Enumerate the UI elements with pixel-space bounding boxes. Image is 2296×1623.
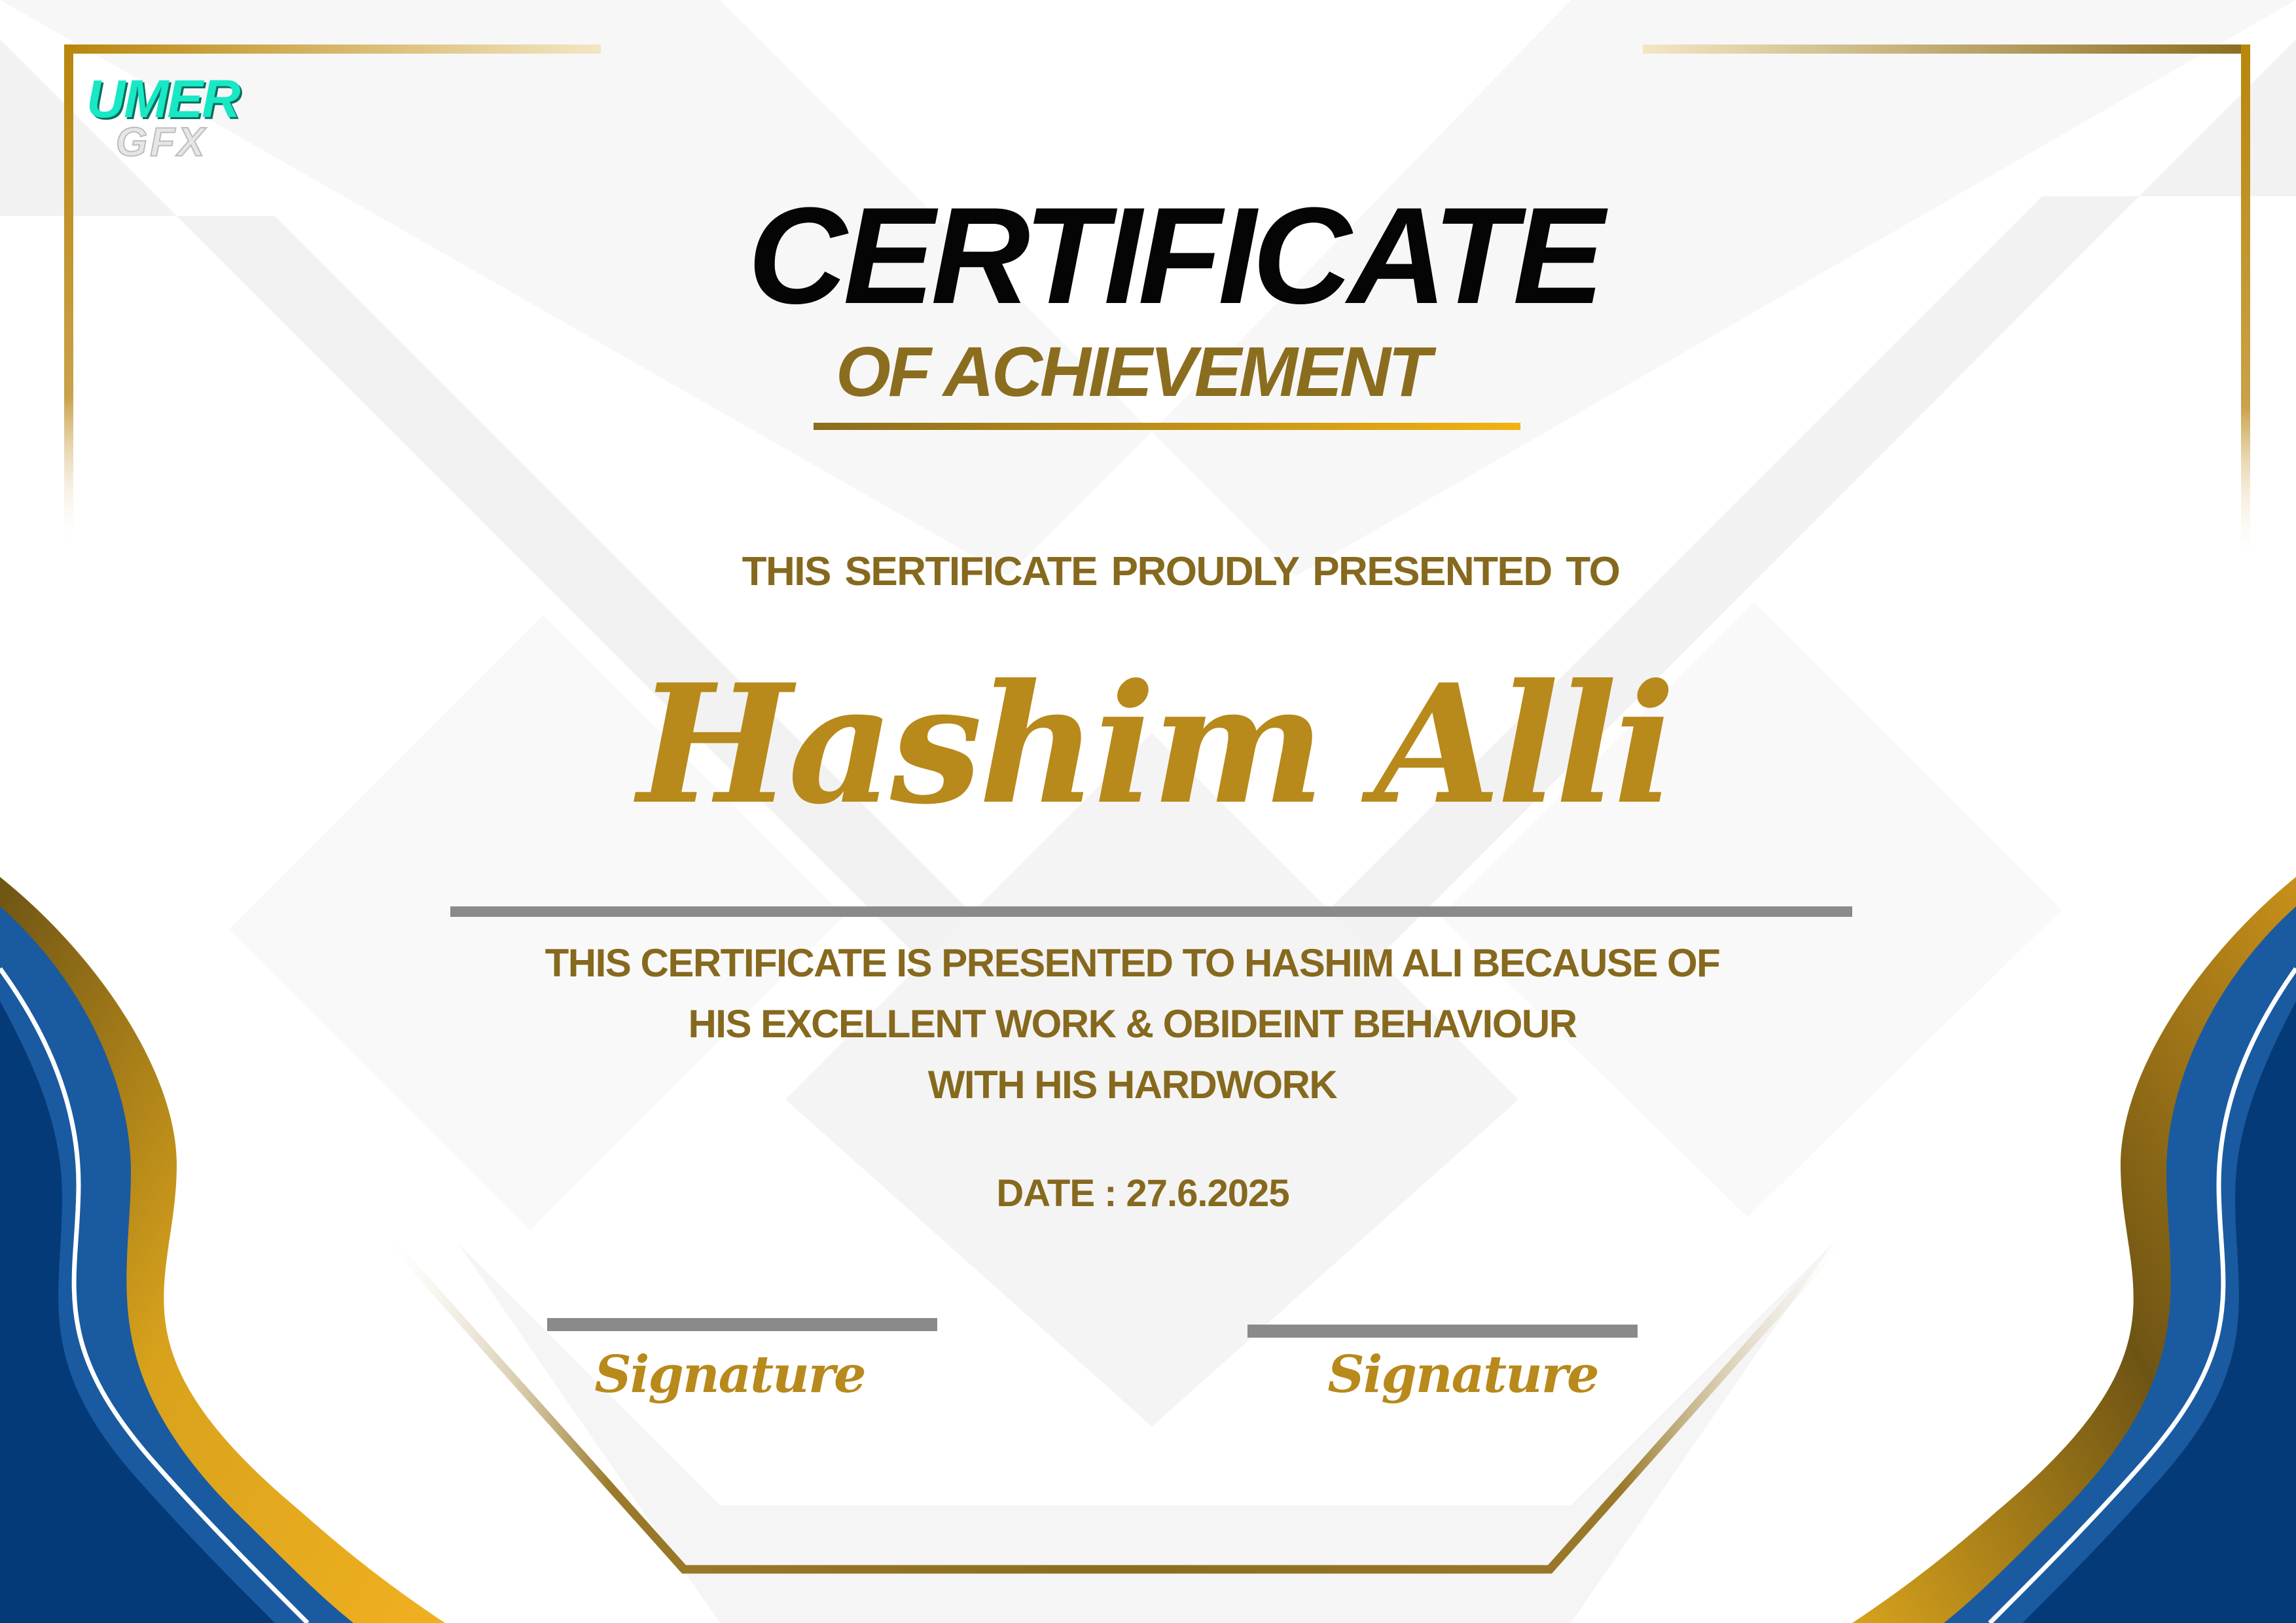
- reason-text: [0, 933, 2280, 1115]
- signature-label-2: Signature: [1327, 1345, 1598, 1404]
- presented-to-line: THIS SERTIFICATE PROUDLY PRESENTED TO: [742, 549, 1620, 594]
- reason-line: WITH HIS HARDWORK: [927, 1063, 1337, 1107]
- logo-line-1: UMER: [86, 69, 240, 129]
- brand-logo: [86, 69, 257, 165]
- reason-line: THIS CERTIFICATE IS PRESENTED TO HASHIM ALI BECAUSE OF: [545, 941, 1720, 985]
- signature-line-1: [547, 1318, 937, 1331]
- name-underline: [450, 906, 1852, 917]
- certificate-date: DATE : 27.6.2025: [996, 1172, 1289, 1215]
- signature-label-1: Signature: [594, 1345, 865, 1404]
- certificate-subtitle: OF ACHIEVEMENT: [835, 332, 1429, 411]
- certificate-title: CERTIFICATE: [747, 179, 1601, 332]
- recipient-name: Hashim Alli: [637, 648, 1672, 840]
- logo-line-2: GFX: [116, 120, 207, 165]
- reason-line: HIS EXCELLENT WORK & OBIDEINT BEHAVIOUR: [688, 1002, 1577, 1046]
- title-underline: [814, 423, 1520, 430]
- signature-line-2: [1247, 1325, 1638, 1338]
